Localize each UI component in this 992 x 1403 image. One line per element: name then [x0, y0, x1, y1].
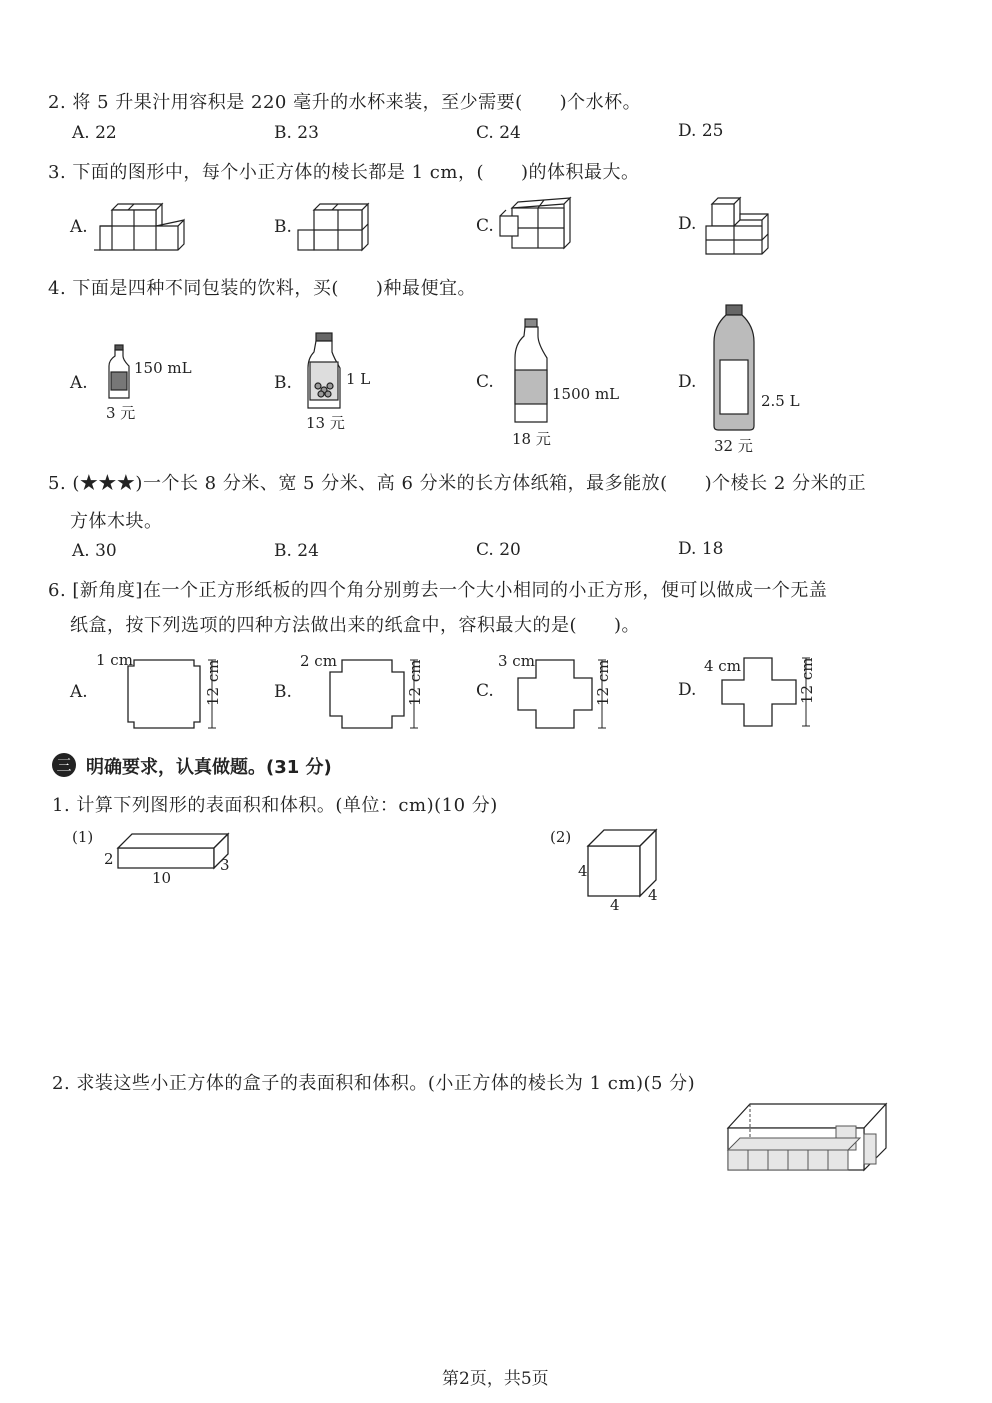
q6-shape-d: [720, 654, 830, 728]
q3-label-b: B.: [274, 217, 292, 237]
q2-option-b: B. 23: [274, 123, 319, 143]
s3q1-cube: [576, 826, 666, 916]
section-3-badge: 三: [52, 753, 76, 777]
s3q1-fig1-height: 2: [104, 850, 114, 868]
q6-cut-a: 1 cm: [96, 651, 133, 669]
s3q1-text: 1. 计算下列图形的表面积和体积。(单位：cm)(10 分): [52, 795, 498, 816]
q4-label-b: B.: [274, 373, 292, 393]
q5-text-line2: 方体木块。: [70, 511, 163, 532]
q5-option-b: B. 24: [274, 541, 319, 561]
s3q1-fig2-length: 4: [610, 896, 620, 914]
q4-price-b: 13 元: [306, 414, 345, 432]
q6-side-c: 12 cm: [594, 659, 612, 706]
q6-label-d: D.: [678, 680, 697, 700]
q6-cut-d: 4 cm: [704, 657, 741, 675]
s3q1-cuboid: [100, 828, 240, 888]
q4-label-d: D.: [678, 372, 697, 392]
q3-label-a: A.: [70, 217, 88, 237]
s3q1-fig2-width: 4: [648, 886, 658, 904]
q5-text-line1: 5. (★★★)一个长 8 分米、宽 5 分米、高 6 分米的长方体纸箱，最多能放( )个棱长 2 分米的正: [48, 473, 867, 494]
q4-price-d: 32 元: [714, 437, 753, 455]
q6-label-a: A.: [70, 682, 88, 702]
q4-price-a: 3 元: [106, 404, 136, 422]
q2-text: 2. 将 5 升果汁用容积是 220 毫升的水杯来装，至少需要( )个水杯。: [48, 92, 642, 113]
q3-label-c: C.: [476, 216, 494, 236]
q4-volume-a: 150 mL: [134, 359, 192, 377]
bottle-c-icon: [512, 318, 550, 426]
bottle-b-icon: [306, 332, 342, 412]
s3q1-fig2-label: (2): [550, 828, 572, 846]
s3q1-fig2-height: 4: [578, 862, 588, 880]
q4-text: 4. 下面是四种不同包装的饮料，买( )种最便宜。: [48, 278, 476, 299]
q6-side-a: 12 cm: [204, 659, 222, 706]
page-footer: 第2页，共5页: [442, 1369, 549, 1389]
s3q2-box-figure: [726, 1102, 890, 1176]
q2-option-c: C. 24: [476, 123, 521, 143]
q2-option-d: D. 25: [678, 121, 724, 141]
q4-price-c: 18 元: [512, 430, 551, 448]
q6-label-b: B.: [274, 682, 292, 702]
q2-option-a: A. 22: [72, 123, 117, 143]
q4-volume-d: 2.5 L: [761, 392, 800, 410]
bottle-a-icon: [106, 344, 132, 400]
s3q2-text: 2. 求装这些小正方体的盒子的表面积和体积。(小正方体的棱长为 1 cm)(5 分): [52, 1073, 696, 1094]
q5-option-a: A. 30: [72, 541, 117, 561]
q6-cut-c: 3 cm: [498, 652, 535, 670]
s3q1-fig1-length: 10: [152, 869, 172, 887]
q6-side-d: 12 cm: [798, 657, 816, 704]
q6-shape-c: [516, 656, 626, 730]
q3-cubes-d: [702, 192, 782, 256]
q4-volume-b: 1 L: [346, 370, 371, 388]
q5-option-d: D. 18: [678, 539, 724, 559]
q4-label-c: C.: [476, 372, 494, 392]
q3-cubes-a: [94, 200, 194, 256]
q6-label-c: C.: [476, 681, 494, 701]
s3q1-fig1-label: (1): [72, 828, 94, 846]
q4-label-a: A.: [70, 373, 88, 393]
q3-cubes-b: [296, 200, 376, 256]
q6-text-line1: 6. [新角度]在一个正方形纸板的四个角分别剪去一个大小相同的小正方形，便可以做成一个无盖: [48, 580, 828, 601]
q3-label-d: D.: [678, 214, 697, 234]
q6-side-b: 12 cm: [406, 659, 424, 706]
q5-option-c: C. 20: [476, 540, 521, 560]
q4-volume-c: 1500 mL: [552, 385, 620, 403]
q3-text: 3. 下面的图形中，每个小正方体的棱长都是 1 cm，( )的体积最大。: [48, 162, 640, 183]
q6-shape-a: [126, 656, 236, 730]
q6-shape-b: [328, 656, 438, 730]
bottle-d-icon: [710, 304, 758, 432]
s3q1-fig1-width: 3: [220, 856, 230, 874]
q3-cubes-c: [496, 196, 576, 252]
q6-cut-b: 2 cm: [300, 652, 337, 670]
q6-text-line2: 纸盒，按下列选项的四种方法做出来的纸盒中，容积最大的是( )。: [70, 615, 641, 636]
section-3-title: 明确要求，认真做题。(31 分): [86, 757, 332, 778]
